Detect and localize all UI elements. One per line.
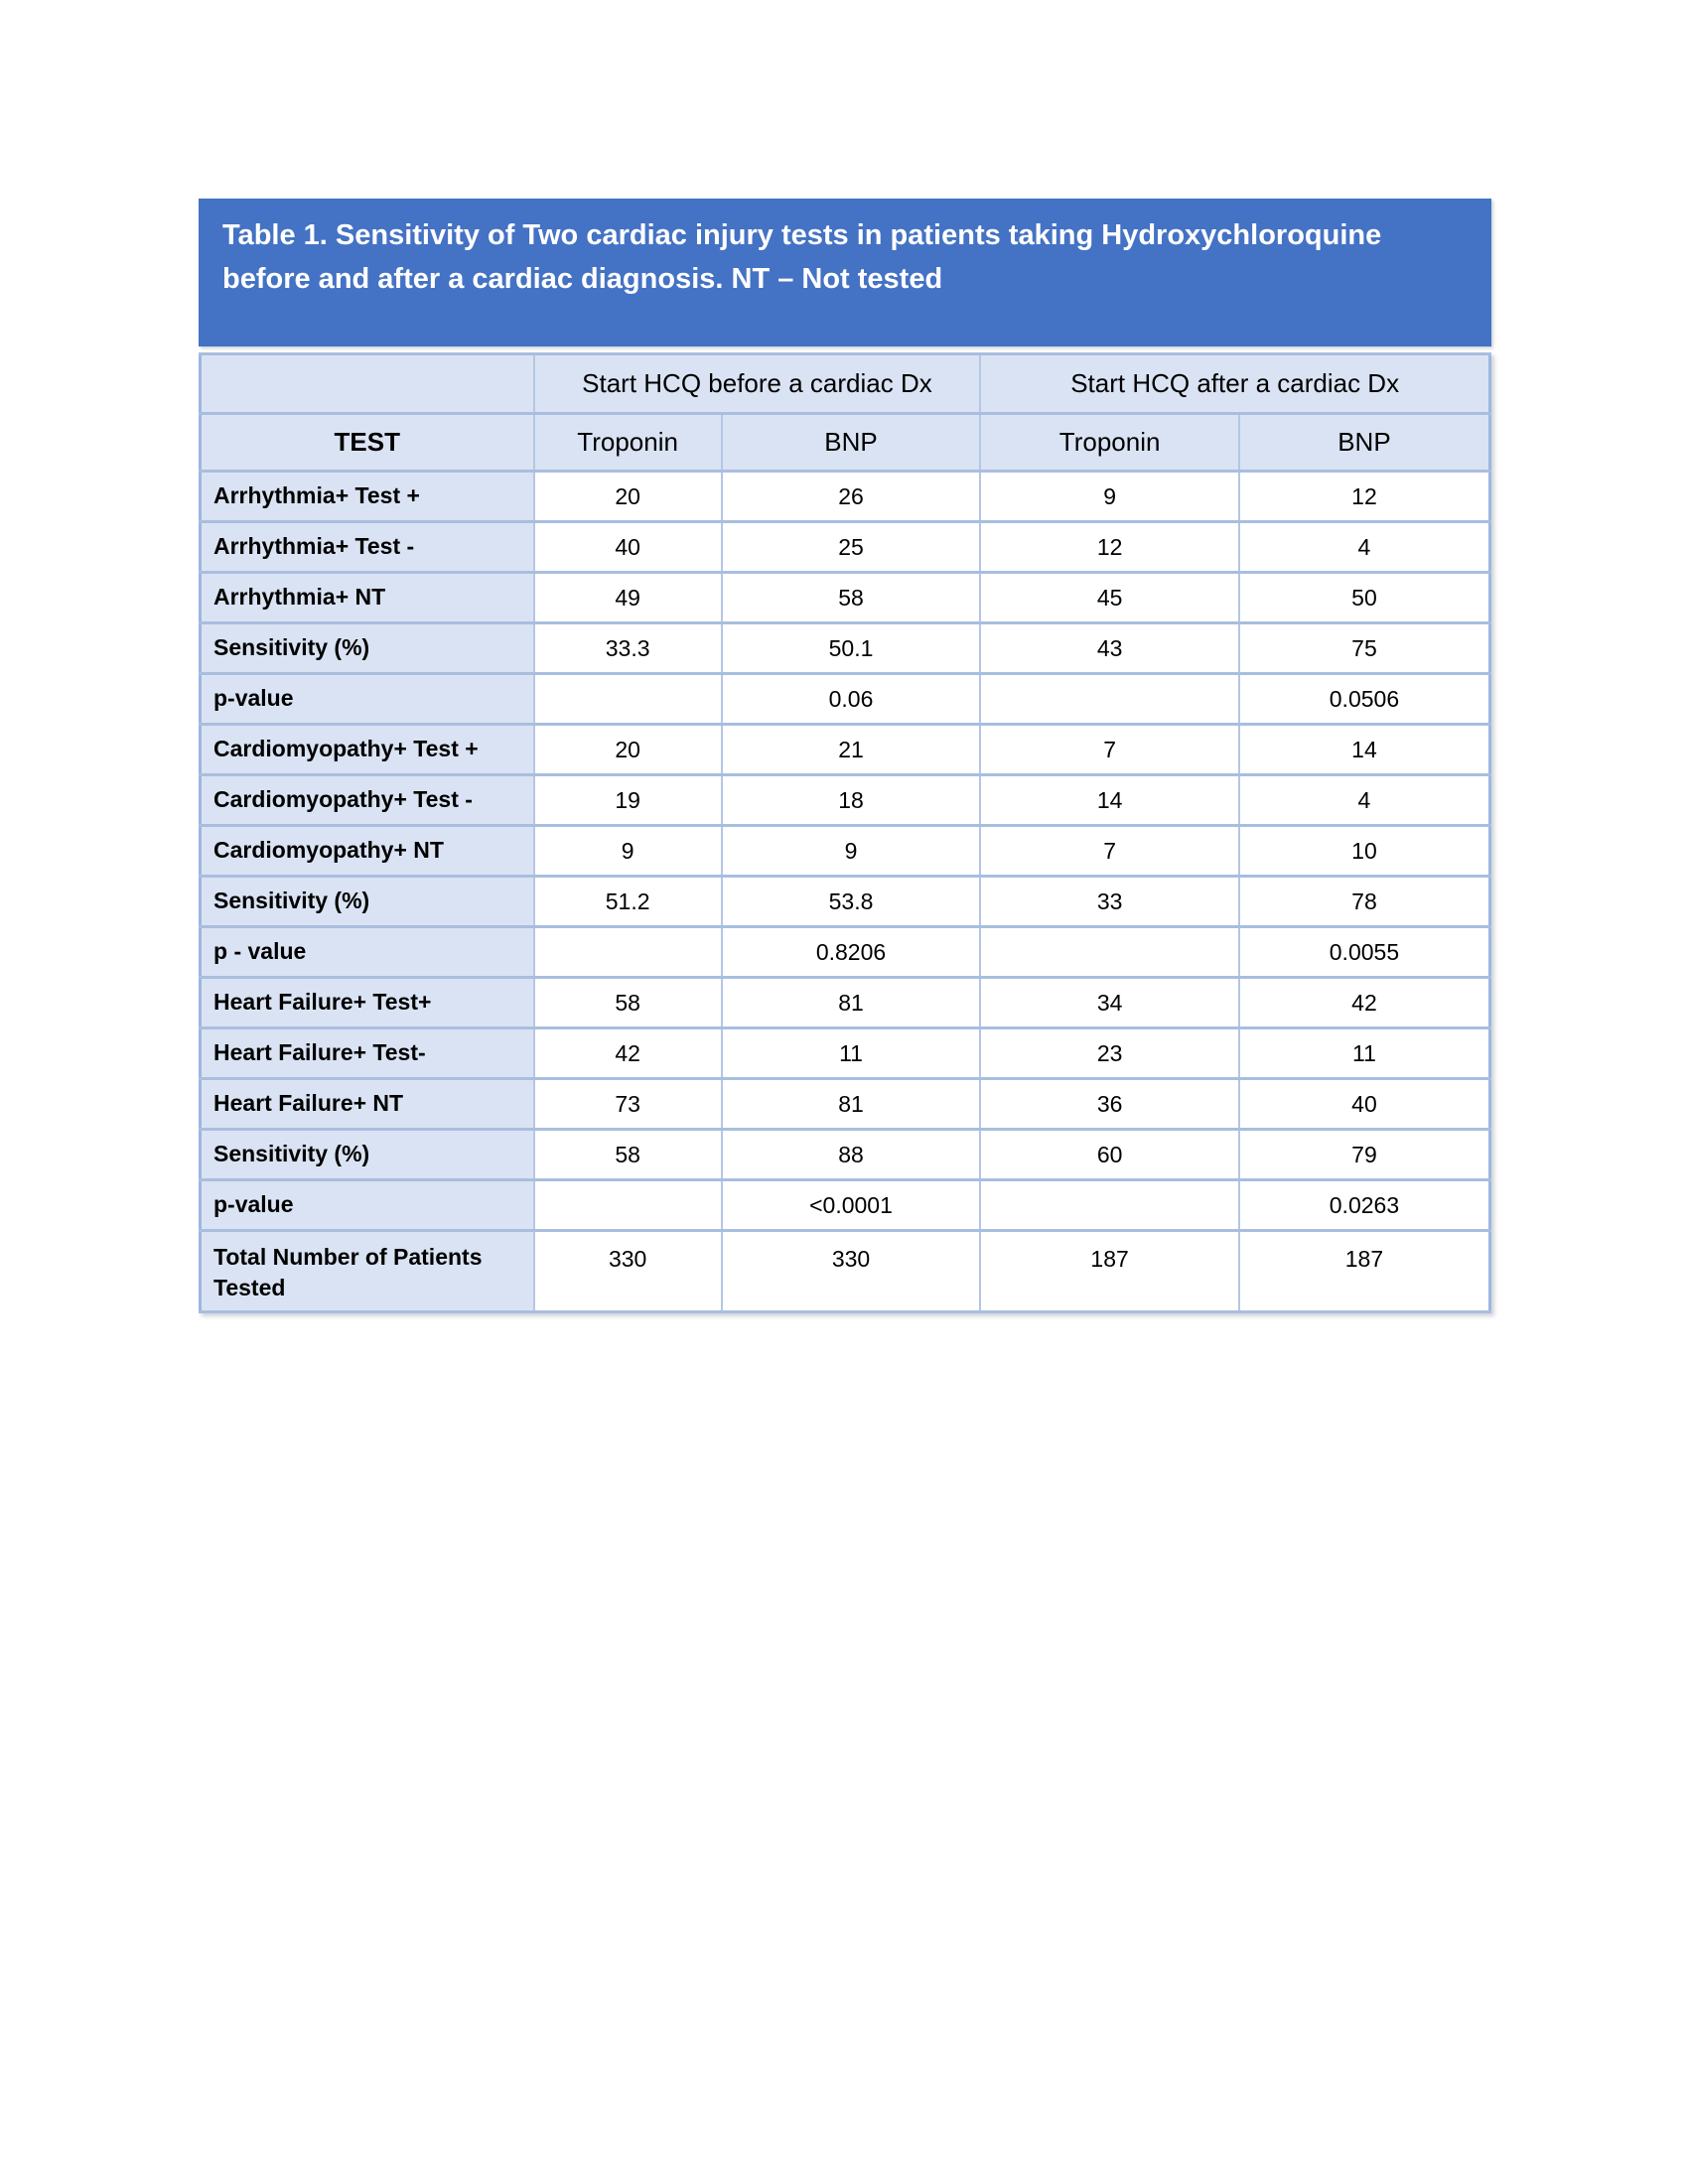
cell-value: [980, 674, 1239, 725]
cell-value: 0.8206: [722, 927, 981, 978]
cell-value: 19: [534, 775, 722, 826]
cell-value: 79: [1239, 1130, 1490, 1180]
table-row: [201, 1130, 1490, 1180]
column-header-test: TEST: [201, 414, 534, 472]
row-label: Arrhythmia+ NT: [201, 573, 534, 623]
cell-value: 33: [980, 877, 1239, 927]
cell-value: 81: [722, 1079, 981, 1130]
cell-value: 20: [534, 472, 722, 522]
table-row: [201, 775, 1490, 826]
cell-value: 53.8: [722, 877, 981, 927]
row-label: Heart Failure+ Test+: [201, 978, 534, 1028]
cell-value: 73: [534, 1079, 722, 1130]
table-row: [201, 1028, 1490, 1079]
row-label: p - value: [201, 927, 534, 978]
table-row: [201, 725, 1490, 775]
cell-value: 50.1: [722, 623, 981, 674]
cell-value: 25: [722, 522, 981, 573]
row-label: p-value: [201, 674, 534, 725]
cell-value: 330: [534, 1231, 722, 1312]
cell-value: 0.0055: [1239, 927, 1490, 978]
cell-value: 81: [722, 978, 981, 1028]
cell-value: 40: [534, 522, 722, 573]
cell-value: 9: [722, 826, 981, 877]
cell-value: <0.0001: [722, 1180, 981, 1231]
cell-value: 12: [1239, 472, 1490, 522]
table-row: [201, 573, 1490, 623]
group-header-empty: [201, 354, 534, 414]
cell-value: 0.06: [722, 674, 981, 725]
cell-value: 9: [534, 826, 722, 877]
row-label: Heart Failure+ NT: [201, 1079, 534, 1130]
group-header-before: Start HCQ before a cardiac Dx: [534, 354, 981, 414]
cell-value: 40: [1239, 1079, 1490, 1130]
row-label: Heart Failure+ Test-: [201, 1028, 534, 1079]
column-header-troponin-before: Troponin: [534, 414, 722, 472]
cell-value: 4: [1239, 775, 1490, 826]
cell-value: 12: [980, 522, 1239, 573]
cell-value: 78: [1239, 877, 1490, 927]
cell-value: 75: [1239, 623, 1490, 674]
sensitivity-table: [199, 352, 1491, 1313]
table-row: [201, 522, 1490, 573]
row-label: Total Number of Patients Tested: [201, 1231, 534, 1312]
column-header-troponin-after: Troponin: [980, 414, 1239, 472]
cell-value: 0.0263: [1239, 1180, 1490, 1231]
cell-value: 10: [1239, 826, 1490, 877]
cell-value: 42: [534, 1028, 722, 1079]
cell-value: 36: [980, 1079, 1239, 1130]
cell-value: 58: [534, 1130, 722, 1180]
cell-value: 58: [534, 978, 722, 1028]
cell-value: 7: [980, 826, 1239, 877]
cell-value: 42: [1239, 978, 1490, 1028]
cell-value: 187: [1239, 1231, 1490, 1312]
cell-value: 26: [722, 472, 981, 522]
cell-value: 14: [980, 775, 1239, 826]
cell-value: 21: [722, 725, 981, 775]
cell-value: 18: [722, 775, 981, 826]
row-label: Sensitivity (%): [201, 623, 534, 674]
row-label: Sensitivity (%): [201, 877, 534, 927]
row-label: Cardiomyopathy+ Test -: [201, 775, 534, 826]
table-row: [201, 674, 1490, 725]
table-1-container: [199, 199, 1491, 1313]
cell-value: 187: [980, 1231, 1239, 1312]
cell-value: 33.3: [534, 623, 722, 674]
cell-value: [534, 1180, 722, 1231]
table-row: [201, 978, 1490, 1028]
group-header-row: [201, 354, 1490, 414]
table-row: [201, 1079, 1490, 1130]
cell-value: 20: [534, 725, 722, 775]
cell-value: 9: [980, 472, 1239, 522]
cell-value: [534, 927, 722, 978]
row-label: Arrhythmia+ Test +: [201, 472, 534, 522]
cell-value: 49: [534, 573, 722, 623]
table-row: [201, 826, 1490, 877]
cell-value: [980, 1180, 1239, 1231]
cell-value: 50: [1239, 573, 1490, 623]
cell-value: 11: [722, 1028, 981, 1079]
cell-value: 0.0506: [1239, 674, 1490, 725]
cell-value: [980, 927, 1239, 978]
cell-value: 60: [980, 1130, 1239, 1180]
table-row: [201, 927, 1490, 978]
table-row: [201, 877, 1490, 927]
row-label: Arrhythmia+ Test -: [201, 522, 534, 573]
cell-value: 58: [722, 573, 981, 623]
table-row: [201, 472, 1490, 522]
cell-value: 330: [722, 1231, 981, 1312]
row-label: Cardiomyopathy+ NT: [201, 826, 534, 877]
group-header-after: Start HCQ after a cardiac Dx: [980, 354, 1489, 414]
table-row: [201, 1180, 1490, 1231]
cell-value: [534, 674, 722, 725]
row-label: p-value: [201, 1180, 534, 1231]
cell-value: 23: [980, 1028, 1239, 1079]
cell-value: 34: [980, 978, 1239, 1028]
cell-value: 43: [980, 623, 1239, 674]
cell-value: 88: [722, 1130, 981, 1180]
cell-value: 14: [1239, 725, 1490, 775]
cell-value: 4: [1239, 522, 1490, 573]
column-header-row: [201, 414, 1490, 472]
row-label: Sensitivity (%): [201, 1130, 534, 1180]
cell-value: 45: [980, 573, 1239, 623]
column-header-bnp-after: BNP: [1239, 414, 1490, 472]
column-header-bnp-before: BNP: [722, 414, 981, 472]
table-title-bar: Table 1. Sensitivity of Two cardiac injury tests in patients taking Hydroxychloroquine before and after a cardiac diagnosis. NT – Not tested: [199, 199, 1491, 346]
cell-value: 11: [1239, 1028, 1490, 1079]
cell-value: 51.2: [534, 877, 722, 927]
table-row-total: [201, 1231, 1490, 1312]
cell-value: 7: [980, 725, 1239, 775]
table-row: [201, 623, 1490, 674]
row-label: Cardiomyopathy+ Test +: [201, 725, 534, 775]
